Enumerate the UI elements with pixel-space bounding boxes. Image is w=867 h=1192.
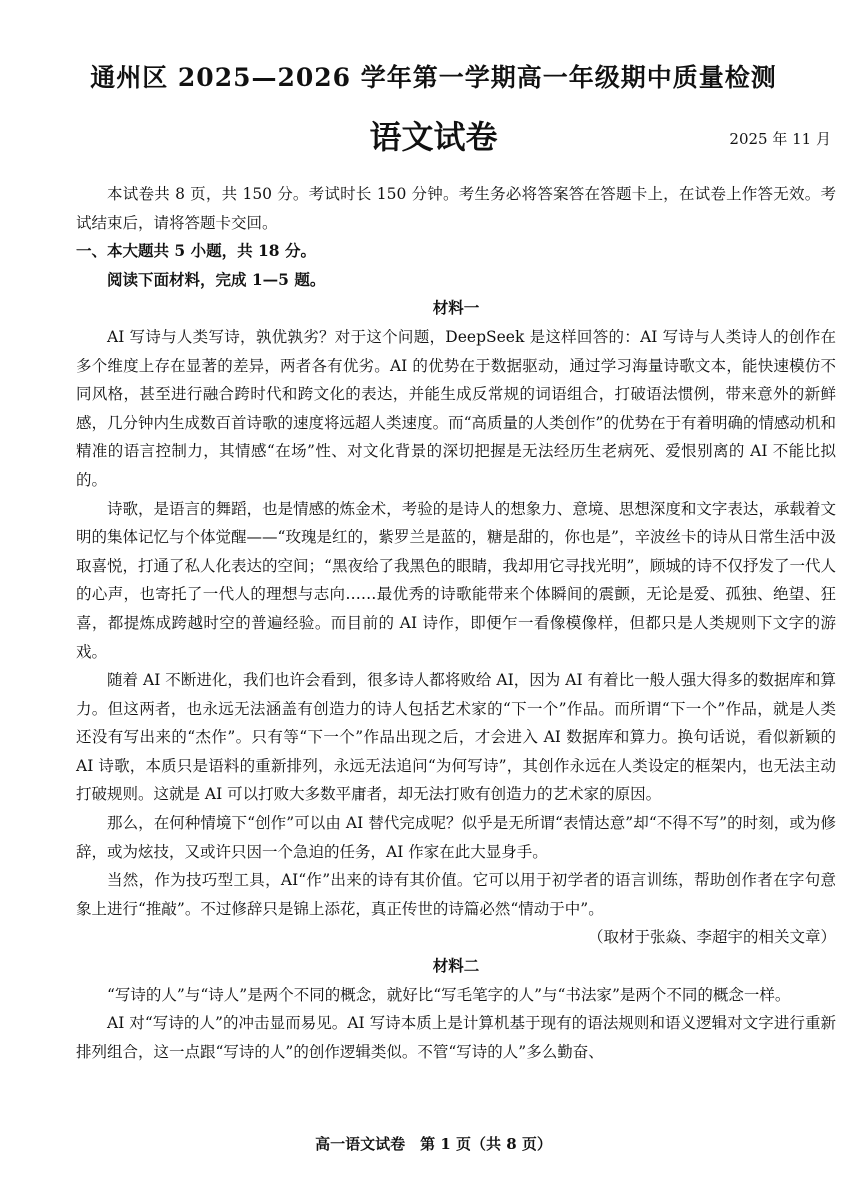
section-prompt: 阅读下面材料，完成 1—5 题。	[107, 269, 326, 289]
material-1-paragraph: 当然，作为技巧型工具，AI“作”出来的诗有其价值。它可以用于初学者的语言训练，帮助创作者在字句意象上进行“推敲”。不过修辞只是锦上添花，真正传世的诗篇必然“情动于中”。	[76, 871, 836, 918]
exam-title: 通州区 2025—2026 学年第一学期高一年级期中质量检测	[90, 63, 777, 92]
material-1-paragraph: AI 写诗与人类写诗，孰优孰劣？对于这个问题，DeepSeek 是这样回答的：AI 写诗与人类诗人的创作在多个维度上存在显著的差异，两者各有优劣。AI 的优势在于数据驱动，通过学习海量诗歌文本，能快速模仿不同风格，甚至进行融合跨时代和跨文化的表达，并能生成反常规的词语组合，打破语法惯例，带来意外的新鲜感，几分钟内生成数百首诗歌的速度将远超人类速度。而“高质量的人类创作”的优势在于有着明确的情感动机和精准的语言控制力，其情感“在场”性、对文化背景的深切把握是无法经历生老病死、爱恨别离的 AI 不能比拟的。	[76, 327, 836, 489]
section-heading: 一、本大题共 5 小题，共 18 分。	[76, 241, 316, 261]
material-1-source: （取材于张焱、李超宇的相关文章）	[587, 928, 836, 947]
exam-subtitle: 语文试卷	[369, 118, 498, 156]
material-2-paragraph: “写诗的人”与“诗人”是两个不同的概念，就好比“写毛笔字的人”与“书法家”是两个不同的概念一样。	[107, 985, 791, 1004]
exam-date: 2025 年 11 月	[729, 130, 831, 148]
material-1-paragraph: 随着 AI 不断进化，我们也许会看到，很多诗人都将败给 AI，因为 AI 有着比一般人强大得多的数据库和算力。但这两者，也永远无法涵盖有创造力的诗人包括艺术家的“下一个”作品。而所谓“下一个”作品，就是人类还没有写出来的“杰作”。只有等“下一个”作品出现之后，才会进入 AI 数据库和算力。换句话说，看似新颖的 AI 诗歌，本质只是语料的重新排列，永远无法追问“为何写诗”，其创作永远在人类设定的框架内，也无法主动打破规则。这就是 AI 可以打败大多数平庸者，却无法打败有创造力的艺术家的原因。	[76, 671, 836, 804]
exam-body	[76, 180, 836, 1066]
material-1-paragraph: 那么，在何种情境下“创作”可以由 AI 替代完成呢？似乎是无所谓“表情达意”却“不得不写”的时刻，或为修辞，或为炫技，又或许只因一个急迫的任务，AI 作家在此大显身手。	[76, 814, 836, 861]
material-2-title: 材料二	[432, 956, 480, 976]
material-1-paragraph: 诗歌，是语言的舞蹈，也是情感的炼金术，考验的是诗人的想象力、意境、思想深度和文字表达，承载着文明的集体记忆与个体觉醒——“玫瑰是红的，紫罗兰是蓝的，糖是甜的，你也是”，辛波丝卡的诗从日常生活中汲取喜悦，打通了私人化表达的空间；“黑夜给了我黑色的眼睛，我却用它寻找光明”，顾城的诗不仅抒发了一代人的心声，也寄托了一代人的理想与志向……最优秀的诗歌能带来个体瞬间的震颤，无论是爱、孤独、绝望、狂喜，都提炼成跨越时空的普遍经验。而目前的 AI 诗作，即便乍一看像模像样，但都只是人类规则下文字的游戏。	[76, 499, 836, 661]
material-2-paragraph: AI 对“写诗的人”的冲击显而易见。AI 写诗本质上是计算机基于现有的语法规则和语义逻辑对文字进行重新排列组合，这一点跟“写诗的人”的创作逻辑类似。不管“写诗的人”多么勤奋、	[76, 1014, 836, 1061]
material-1-title: 材料一	[432, 298, 480, 318]
page-footer: 高一语文试卷 第 1 页（共 8 页）	[315, 1135, 552, 1153]
instructions: 本试卷共 8 页，共 150 分。考试时长 150 分钟。考生务必将答案答在答题卡上，在试卷上作答无效。考试结束后，请将答题卡交回。	[76, 185, 836, 232]
